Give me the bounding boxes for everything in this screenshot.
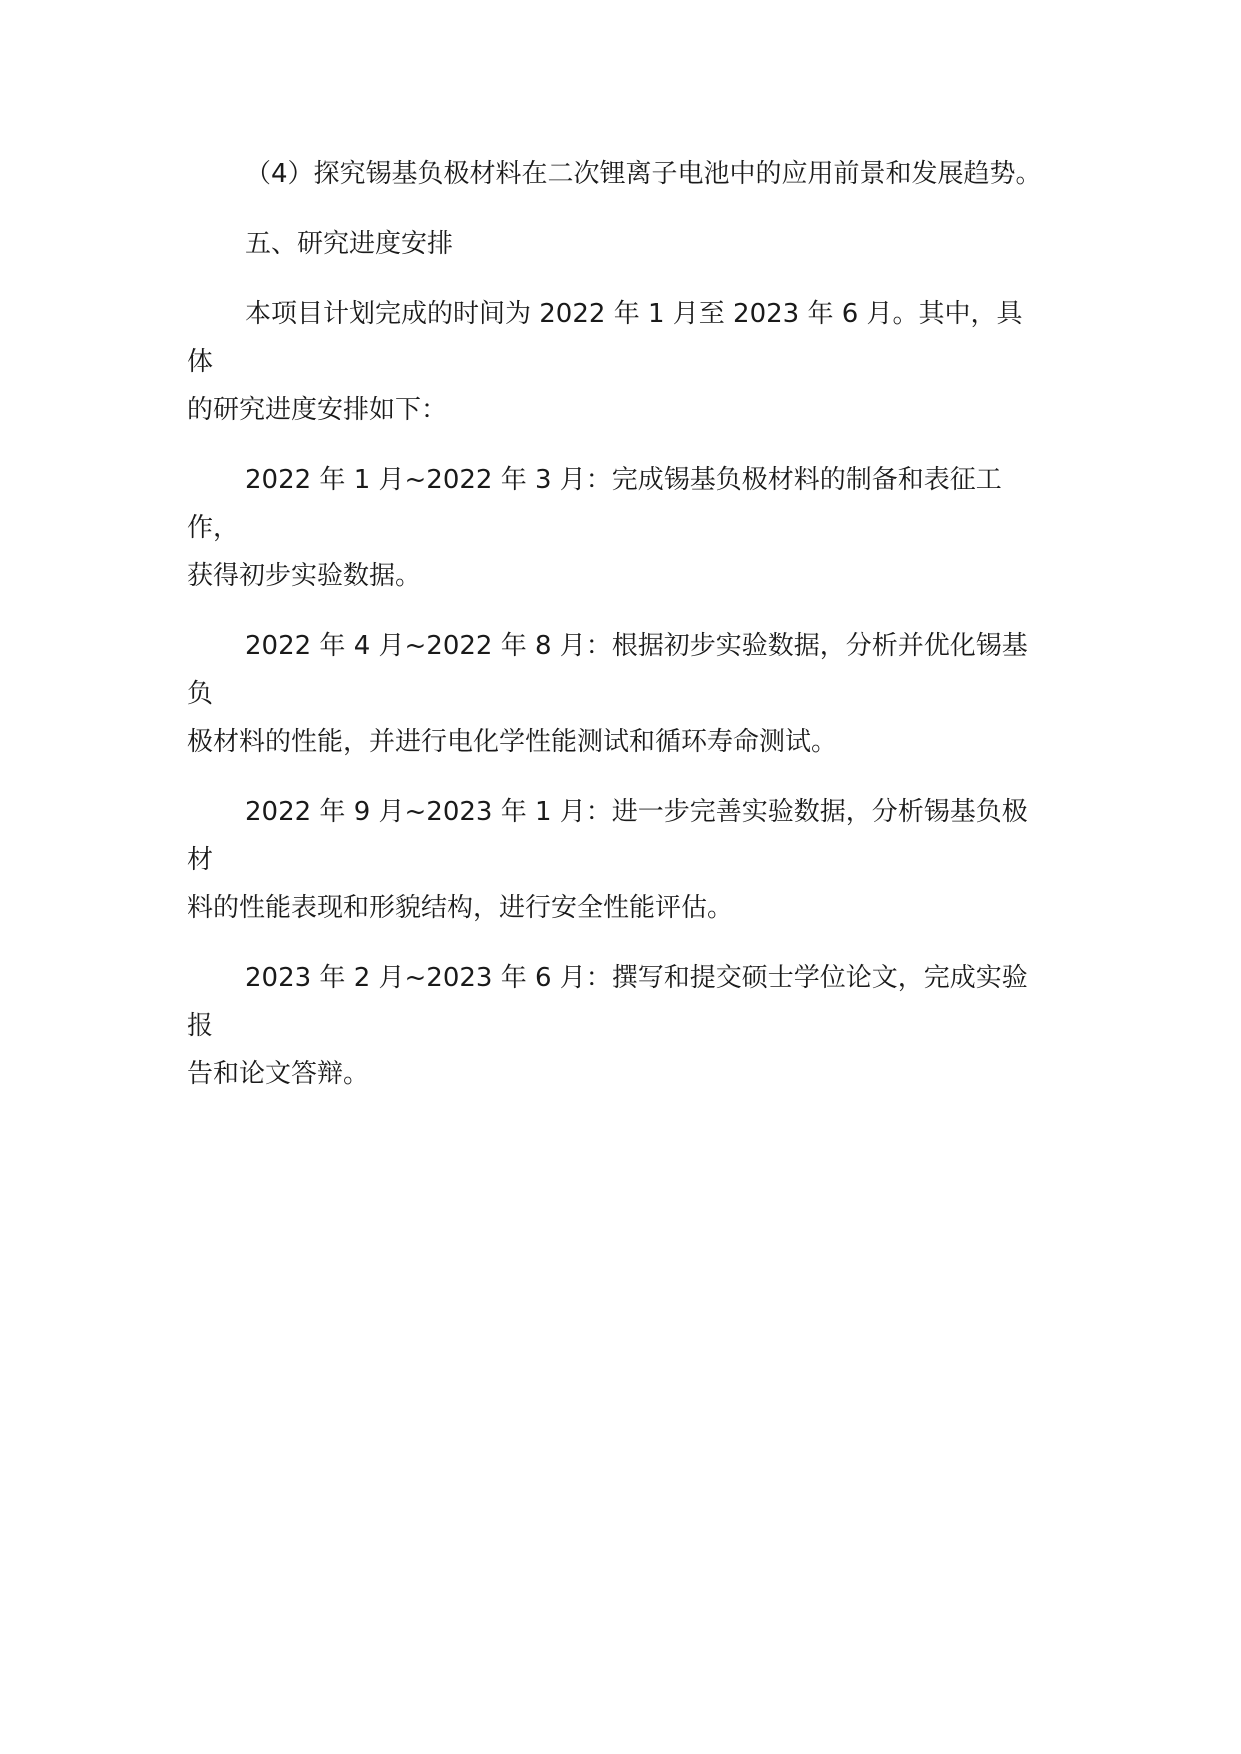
schedule-intro-paragraph bbox=[187, 290, 1047, 434]
schedule-phase-1 bbox=[187, 456, 1047, 600]
text-line: 料的性能表现和形貌结构，进行安全性能评估。 bbox=[187, 893, 734, 923]
schedule-phase-3 bbox=[187, 788, 1047, 932]
text-line: 2022 年 1 月~2022 年 3 月：完成锡基负极材料的制备和表征工作， bbox=[187, 465, 1002, 543]
text-line: 的研究进度安排如下： bbox=[187, 395, 448, 425]
document-body bbox=[187, 150, 1047, 1120]
text-line: 告和论文答辩。 bbox=[187, 1059, 370, 1089]
schedule-phase-2 bbox=[187, 622, 1047, 766]
schedule-phase-4 bbox=[187, 954, 1047, 1098]
text-line: 2022 年 4 月~2022 年 8 月：根据初步实验数据，分析并优化锡基负 bbox=[187, 631, 1028, 709]
research-item-4 bbox=[187, 150, 1047, 198]
section-heading-schedule bbox=[187, 220, 1047, 268]
heading-text: 五、研究进度安排 bbox=[245, 229, 454, 259]
text-line: （4）探究锡基负极材料在二次锂离子电池中的应用前景和发展趋势。 bbox=[245, 159, 1042, 189]
text-line: 获得初步实验数据。 bbox=[187, 561, 422, 591]
text-line: 极材料的性能，并进行电化学性能测试和循环寿命测试。 bbox=[187, 727, 838, 757]
text-line: 2023 年 2 月~2023 年 6 月：撰写和提交硕士学位论文，完成实验报 bbox=[187, 963, 1028, 1041]
text-line: 2022 年 9 月~2023 年 1 月：进一步完善实验数据，分析锡基负极材 bbox=[187, 797, 1028, 875]
text-line: 本项目计划完成的时间为 2022 年 1 月至 2023 年 6 月。其中，具体 bbox=[187, 299, 1023, 377]
